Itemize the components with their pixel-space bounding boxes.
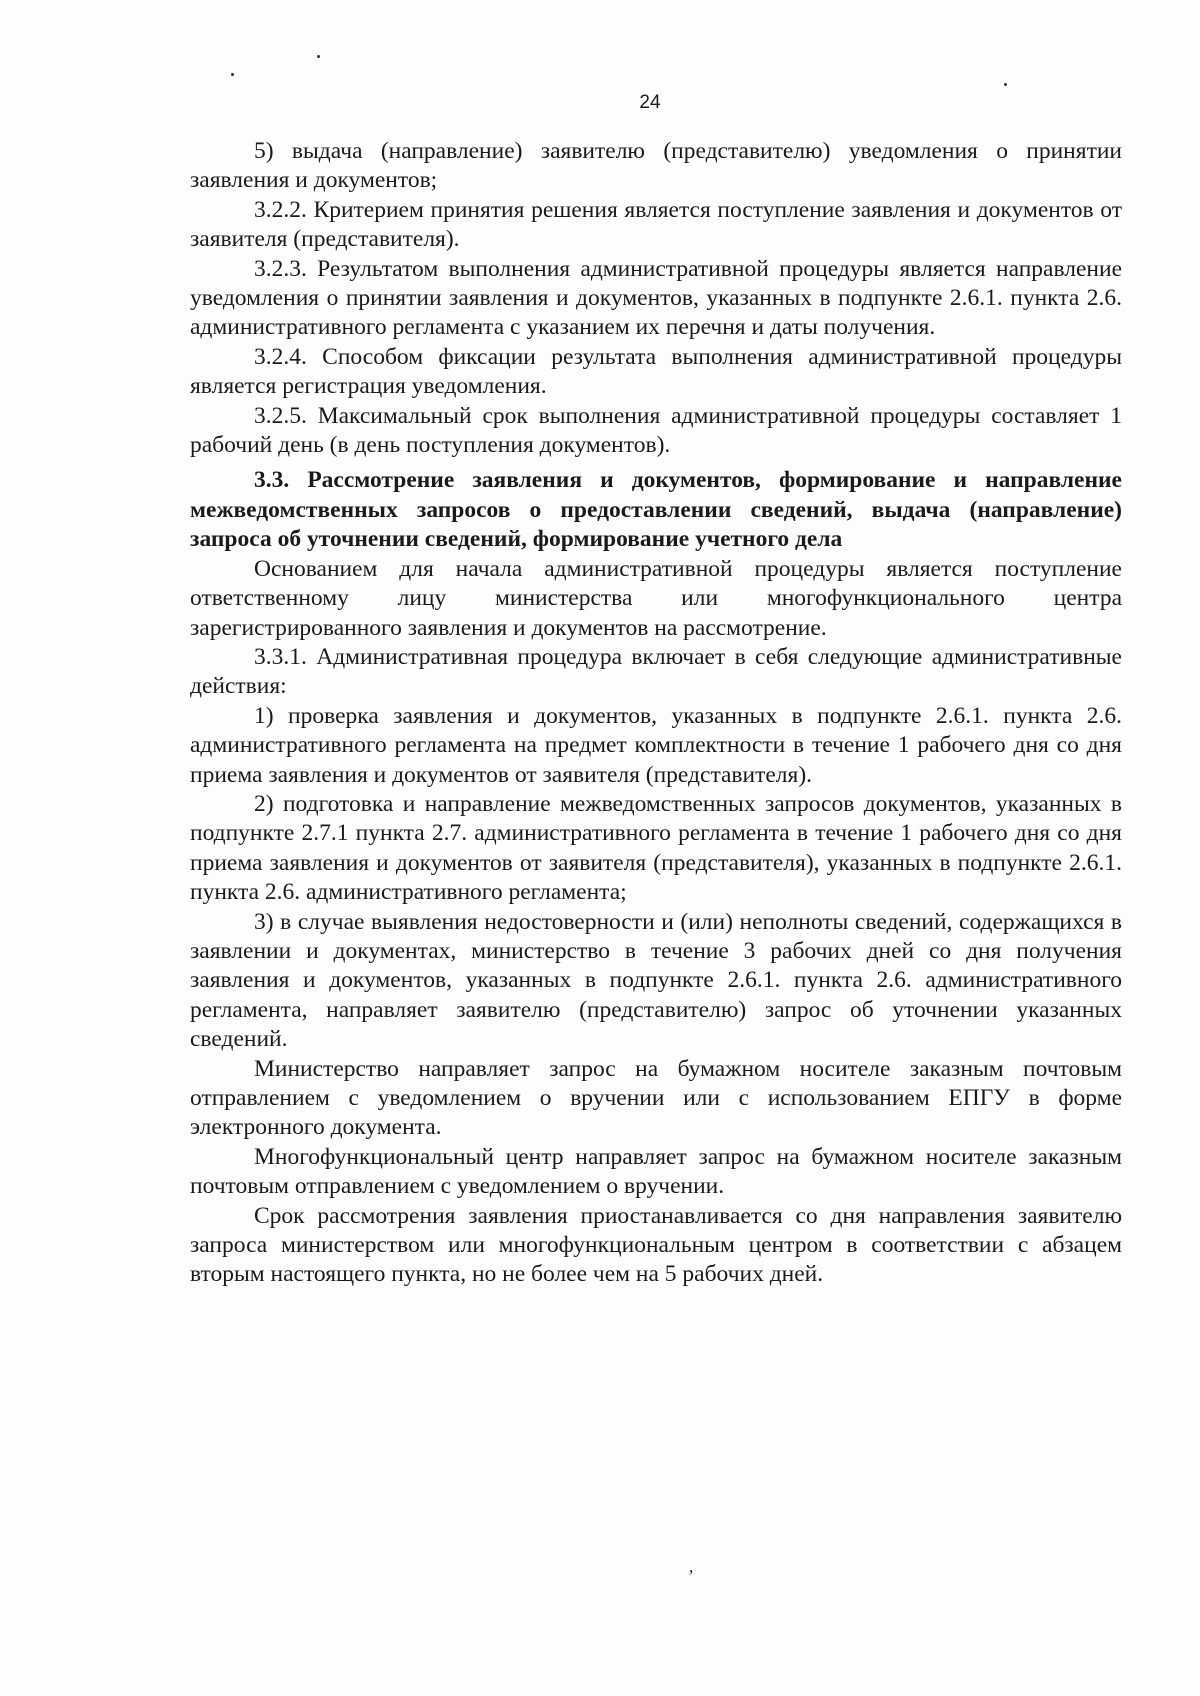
paragraph: Срок рассмотрения заявления приостанавливается со дня направления заявителю запроса министерством или многофункциональным центром в соответствии с абзацем вторым настоящего пункта, но не более чем на 5 рабочих дней. (190, 1202, 1122, 1288)
document-body (190, 137, 1122, 1290)
paragraph: 3.3.1. Административная процедура включает в себя следующие административные действия: (190, 643, 1122, 700)
paragraph: 5) выдача (направление) заявителю (представителю) уведомления о принятии заявления и документов; (190, 138, 1122, 194)
paragraph: 1) проверка заявления и документов, указанных в подпункте 2.6.1. пункта 2.6. административного регламента на предмет комплектности в течение 1 рабочего дня со дня приема заявления и документов от заявителя (представителя). (190, 702, 1122, 788)
paragraph: 3.2.2. Критерием принятия решения является поступление заявления и документов от заявителя (представителя). (190, 196, 1122, 253)
paragraph: Многофункциональный центр направляет запрос на бумажном носителе заказным почтовым отправлением с уведомлением о вручении. (190, 1143, 1122, 1200)
paragraph: 3.2.4. Способом фиксации результата выполнения административной процедуры является регистрация уведомления. (190, 343, 1122, 400)
scan-mark: ’ (688, 1566, 694, 1586)
paragraph: 3.2.5. Максимальный срок выполнения административной процедуры составляет 1 рабочий день (в день поступления документов). (190, 402, 1122, 459)
paragraph: 3) в случае выявления недостоверности и (или) неполноты сведений, содержащихся в заявлении и документах, министерство в течение 3 рабочих дней со дня получения заявления и документов, указанных в подпункте 2.6.1. пункта 2.6. административного регламента, направляет заявителю (представителю) запрос об уточнении указанных сведений. (190, 908, 1122, 1053)
scan-speck (1004, 83, 1007, 86)
scan-speck (317, 55, 320, 58)
paragraph: 2) подготовка и направление межведомственных запросов документов, указанных в подпункте 2.7.1 пункта 2.7. административного регламента в течение 1 рабочего дня со дня приема заявления и документов от заявителя (представителя), указанных в подпункте 2.6.1. пункта 2.6. административного регламента; (190, 790, 1122, 906)
section-heading: 3.3. Рассмотрение заявления и документов, формирование и направление межведомственных запросов о предоставлении сведений, выдача (направление) запроса об уточнении сведений, формирование учетного дела (190, 467, 1122, 553)
paragraph: Министерство направляет запрос на бумажном носителе заказным почтовым отправлением с уведомлением о вручении или с использованием ЕПГУ в форме электронного документа. (190, 1055, 1122, 1141)
paragraph: 3.2.3. Результатом выполнения административной процедуры является направление уведомления о принятии заявления и документов, указанных в подпункте 2.6.1. пункта 2.6. административного регламента с указанием их перечня и даты получения. (190, 255, 1122, 341)
paragraph: Основанием для начала административной процедуры является поступление ответственному лицу министерства или многофункционального центра зарегистрированного заявления и документов на рассмотрение. (190, 555, 1122, 641)
page-number: 24 (639, 92, 661, 113)
scan-speck (231, 73, 234, 76)
